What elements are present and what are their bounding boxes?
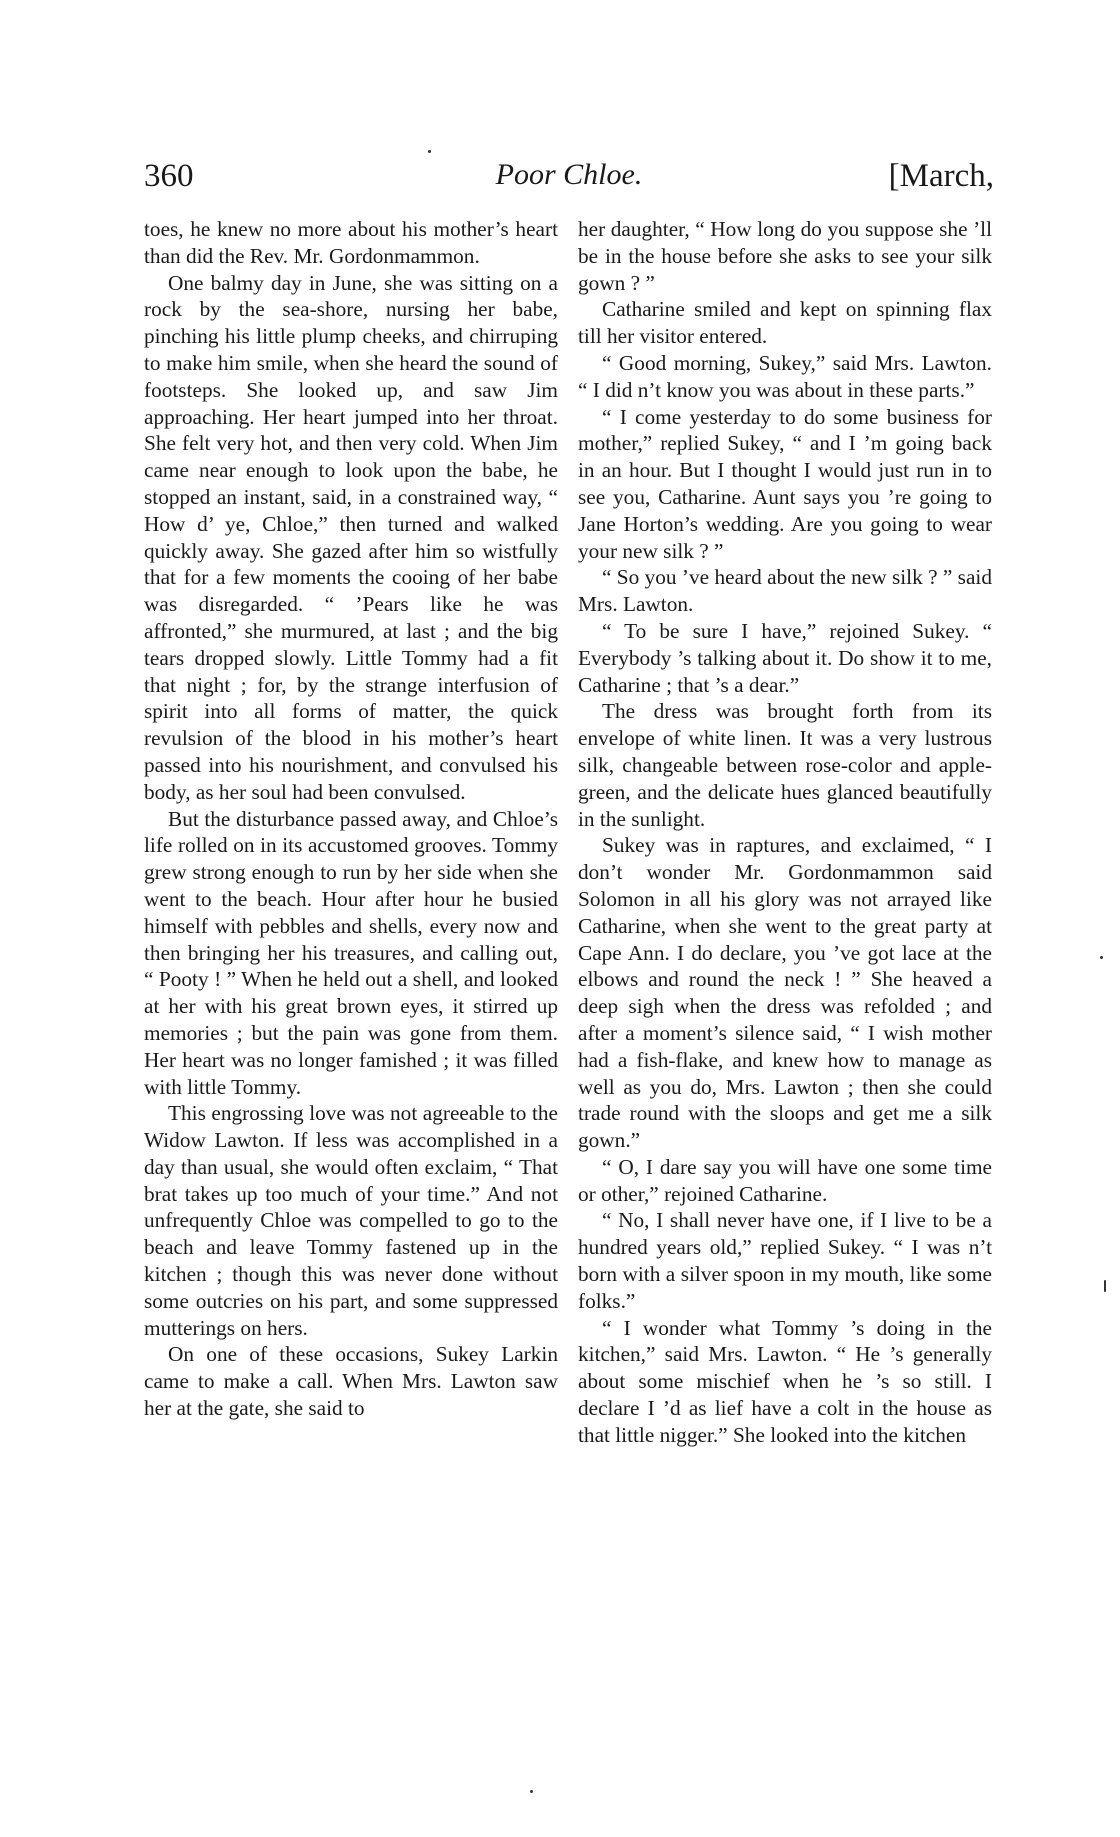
- page-header: [144, 158, 994, 198]
- right-column: [578, 216, 992, 1449]
- paragraph: “ Good morning, Sukey,” said Mrs. Lawton. “ I did n’t know you was about in these parts.”: [578, 350, 992, 402]
- paragraph: “ I wonder what Tommy ’s doing in the kitchen,” said Mrs. Lawton. “ He ’s generally about some mischief when he ’s so still. I declare I ’d as lief have a colt in the house as that little nigger.” She looked into the kitchen: [578, 1315, 992, 1447]
- paragraph: This engrossing love was not agreeable to the Widow Lawton. If less was accomplished in a day than usual, she would often exclaim, “ That brat takes up too much of your time.” And not unfrequently Chloe was compelled to go to the beach and leave Tommy fastened up in the kitchen ; though this was never done without some outcries on his part, and some suppressed mutterings on hers.: [144, 1101, 558, 1340]
- paragraph: One balmy day in June, she was sitting on a rock by the sea-shore, nursing her babe, pinching his little plump cheeks, and chirruping to make him smile, when she heard the sound of footsteps. She looked up, and saw Jim approaching. Her heart jumped into her throat. She felt very hot, and then very cold. When Jim came near enough to look upon the babe, he stopped an instant, said, in a constrained way, “ How d’ ye, Chloe,” then turned and walked quickly away. She gazed after him so wistfully that for a few moments the cooing of her babe was disregarded. “ ’Pears like he was affronted,” she murmured, at last ; and the big tears dropped slowly. Little Tommy had a fit that night ; for, by the strange interfusion of spirit into all forms of matter, the quick revulsion of the blood in his mother’s heart passed into his nourishment, and convulsed his body, as her soul had been convulsed.: [144, 270, 558, 804]
- paragraph: “ O, I dare say you will have one some time or other,” rejoined Catharine.: [578, 1154, 992, 1206]
- paragraph: her daughter, “ How long do you suppose she ’ll be in the house before she asks to see your silk gown ? ”: [578, 217, 992, 295]
- ink-speck: [1100, 956, 1103, 959]
- running-title: Poor Chloe.: [495, 158, 643, 191]
- paragraph: “ I come yesterday to do some business for mother,” replied Sukey, “ and I ’m going back in an hour. But I thought I would just run in to see you, Catharine. Aunt says you ’re going to Jane Horton’s wedding. Are you going to wear your new silk ? ”: [578, 404, 992, 563]
- ink-speck: [530, 1790, 533, 1793]
- paragraph: “ No, I shall never have one, if I live to be a hundred years old,” replied Sukey. “ I was n’t born with a silver spoon in my mouth, like some folks.”: [578, 1208, 992, 1313]
- ink-speck: [428, 150, 431, 153]
- ink-speck: [1104, 1280, 1106, 1292]
- paragraph: On one of these occasions, Sukey Larkin came to make a call. When Mrs. Lawton saw her at the gate, she said to: [144, 1342, 558, 1421]
- paragraph: But the disturbance passed away, and Chloe’s life rolled on in its accustomed grooves. Tommy grew strong enough to run by her side when she went to the beach. Hour after hour he busied himself with pebbles and shells, every now and then bringing her his treasures, and calling out, “ Pooty ! ” When he held out a shell, and looked at her with his great brown eyes, it stirred up memories ; but the pain was gone from them. Her heart was no longer famished ; it was filled with little Tommy.: [144, 806, 558, 1099]
- running-month: [March,: [888, 158, 994, 194]
- paragraph: “ To be sure I have,” rejoined Sukey. “ Everybody ’s talking about it. Do show it to me, Catharine ; that ’s a dear.”: [578, 618, 992, 697]
- page-number: 360: [144, 158, 194, 194]
- paragraph: Catharine smiled and kept on spinning flax till her visitor entered.: [578, 297, 992, 349]
- paragraph: toes, he knew no more about his mother’s heart than did the Rev. Mr. Gordonmammon.: [144, 217, 558, 268]
- paragraph: The dress was brought forth from its envelope of white linen. It was a very lustrous silk, changeable between rose-color and apple-green, and the delicate hues glanced beautifully in the sunlight.: [578, 699, 992, 831]
- left-column: [144, 216, 558, 1422]
- paragraph: Sukey was in raptures, and exclaimed, “ I don’t wonder Mr. Gordonmammon said Solomon in all his glory was not arrayed like Catharine, when she went to the great party at Cape Ann. I do declare, you ’ve got lace at the elbows and round the neck ! ” She heaved a deep sigh when the dress was refolded ; and after a moment’s silence said, “ I wish mother had a fish-flake, and knew how to manage as well as you do, Mrs. Lawton ; then she could trade round with the sloops and get me a silk gown.”: [578, 833, 992, 1153]
- paragraph: “ So you ’ve heard about the new silk ? ” said Mrs. Lawton.: [578, 565, 992, 617]
